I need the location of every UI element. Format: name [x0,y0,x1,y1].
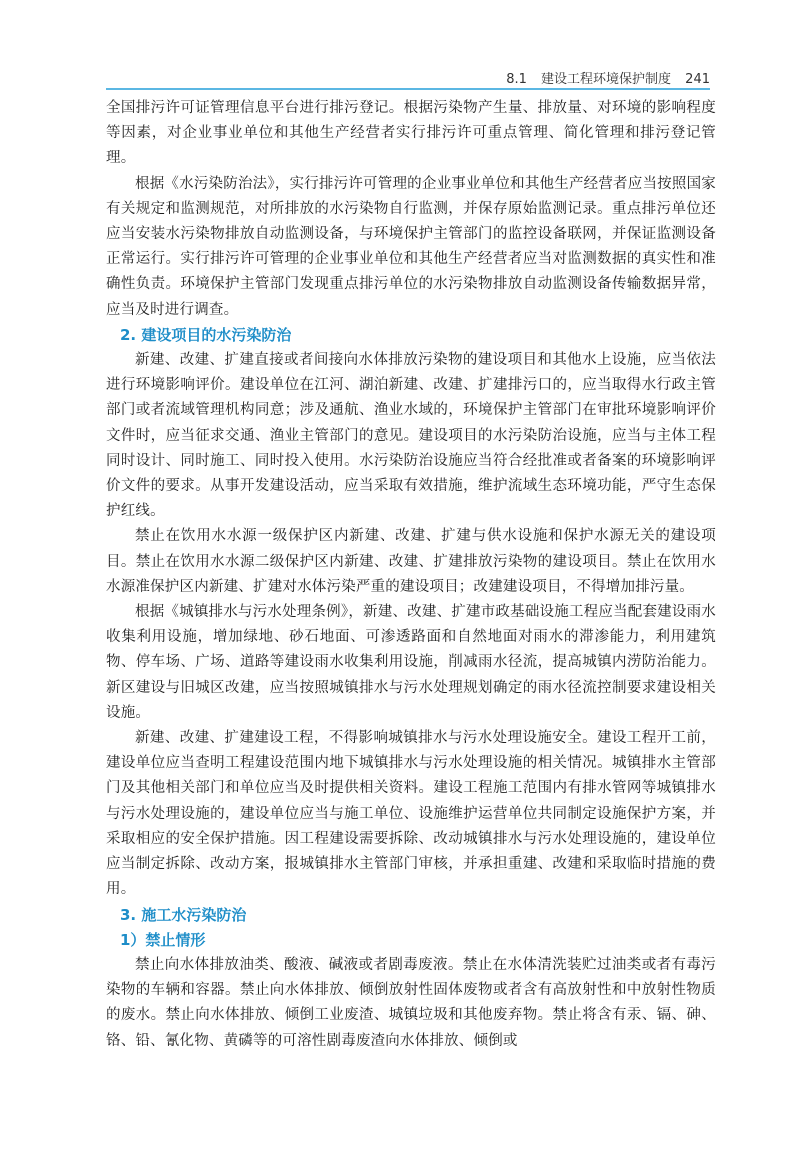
subsection-heading: 1）禁止情形 [120,930,206,949]
section-title: 建设工程环境保护制度 [541,72,672,87]
page-body [106,96,716,1054]
paragraph: 新建、改建、扩建直接或者间接向水体排放污染物的建设项目和其他水上设施，应当依法进行环境影响评价。建设单位在江河、湖泊新建、改建、扩建排污口的，应当取得水行政主管部门或者流域管理机构同意；涉及通航、渔业水域的，环境保护主管部门在审批环境影响评价文件时，应当征求交通、渔业主管部门的意见。建设项目的水污染防治设施，应当与主体工程同时设计、同时施工、同时投入使用。水污染防治设施应当符合经批准或者备案的环境影响评价文件的要求。从事开发建设活动，应当采取有效措施，维护流域生态环境功能，严守生态保护红线。 [106,352,716,520]
paragraph: 根据《城镇排水与污水处理条例》，新建、改建、扩建市政基础设施工程应当配套建设雨水收集利用设施，增加绿地、砂石地面、可渗透路面和自然地面对雨水的滞渗能力，利用建筑物、停车场、广场、道路等建设雨水收集利用设施，削减雨水径流，提高城镇内涝防治能力。新区建设与旧城区改建，应当按照城镇排水与污水处理规划确定的雨水径流控制要求建设相关设施。 [106,604,716,721]
section-heading: 3. 施工水污染防治 [120,905,247,924]
paragraph: 新建、改建、扩建建设工程，不得影响城镇排水与污水处理设施安全。建设工程开工前，建设单位应当查明工程建设范围内地下城镇排水与污水处理设施的相关情况。城镇排水主管部门及其他相关部门和单位应当及时提供相关资料。建设工程施工范围内有排水管网等城镇排水与污水处理设施的，建设单位应当与施工单位、设施维护运营单位共同制定设施保护方案，并采取相应的安全保护措施。因工程建设需要拆除、改动城镇排水与污水处理设施的，建设单位应当制定拆除、改动方案，报城镇排水主管部门审核，并承担重建、改建和采取临时措施的费用。 [106,730,716,898]
section-heading: 2. 建设项目的水污染防治 [120,325,292,344]
running-header-text [496,68,710,87]
section-number: 8.1 [506,72,527,87]
paragraph: 根据《水污染防治法》，实行排污许可管理的企业事业单位和其他生产经营者应当按照国家有关规定和监测规范，对所排放的水污染物自行监测，并保存原始监测记录。重点排污单位还应当安装水污染物排放自动监测设备，与环境保护主管部门的监控设备联网，并保证监测设备正常运行。实行排污许可管理的企业事业单位和其他生产经营者应当对监测数据的真实性和准确性负责。环境保护主管部门发现重点排污单位的水污染物排放自动监测设备传输数据异常，应当及时进行调查。 [106,175,716,318]
running-header [106,64,710,90]
paragraph: 禁止向水体排放油类、酸液、碱液或者剧毒废液。禁止在水体清洗装贮过油类或者有毒污染物的车辆和容器。禁止向水体排放、倾倒放射性固体废物或者含有高放射性和中放射性物质的废水。禁止向水体排放、倾倒工业废渣、城镇垃圾和其他废弃物。禁止将含有汞、镉、砷、铬、铅、氰化物、黄磷等的可溶性剧毒废渣向水体排放、倾倒或 [106,956,716,1049]
header-rule [106,88,710,90]
page-number: 241 [685,72,710,87]
paragraph: 全国排污许可证管理信息平台进行排污登记。根据污染物产生量、排放量、对环境的影响程度等因素，对企业事业单位和其他生产经营者实行排污许可重点管理、简化管理和排污登记管理。 [106,100,716,167]
paragraph: 禁止在饮用水水源一级保护区内新建、改建、扩建与供水设施和保护水源无关的建设项目。禁止在饮用水水源二级保护区内新建、改建、扩建排放污染物的建设项目。禁止在饮用水水源准保护区内新建、扩建对水体污染严重的建设项目；改建建设项目，不得增加排污量。 [106,528,716,595]
